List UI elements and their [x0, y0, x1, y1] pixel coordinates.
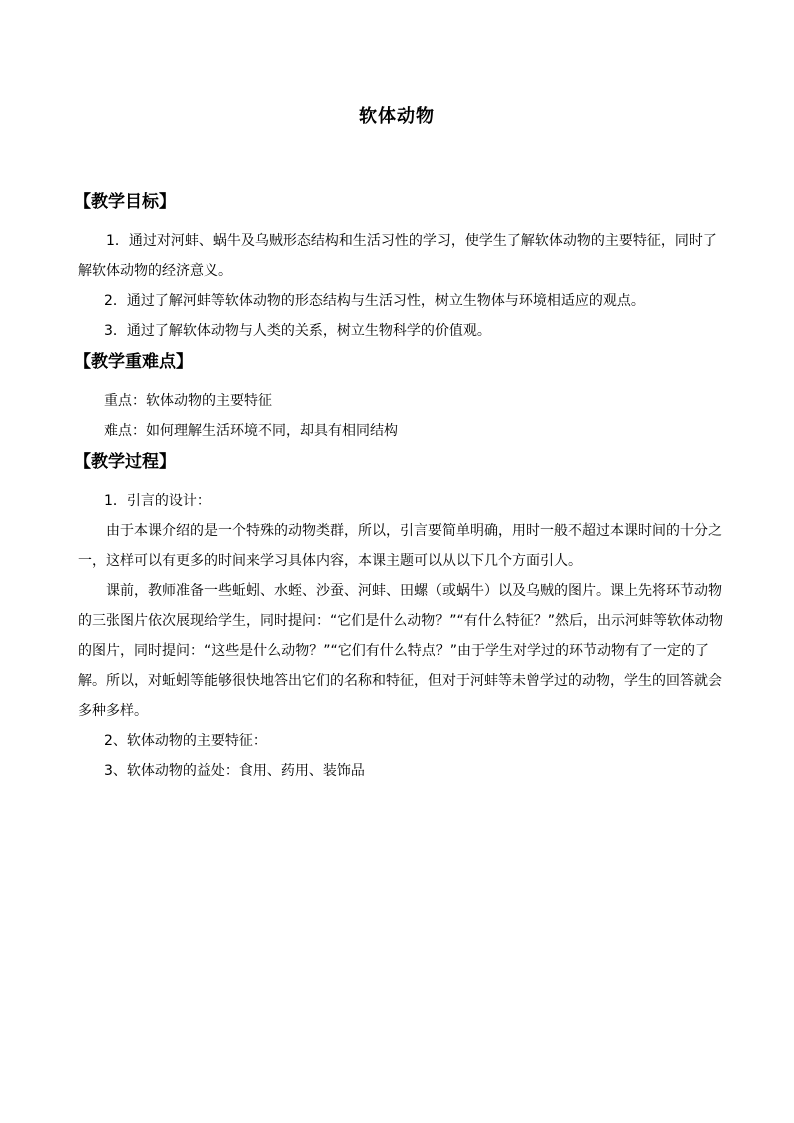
key-point-focus: 重点：软体动物的主要特征 — [104, 393, 272, 409]
goal-item-3: 3．通过了解软体动物与人类的关系，树立生物科学的价值观。 — [104, 323, 491, 339]
key-point-difficulty: 难点：如何理解生活环境不同，却具有相同结构 — [104, 423, 398, 439]
process-paragraph-1: 由于本课介绍的是一个特殊的动物类群，所以，引言要简单明确，用时一般不超过本课时间的十分之一，这样可以有更多的时间来学习具体内容，本课主题可以从以下几个方面引人。 — [78, 523, 722, 569]
section-heading-key-points: 【教学重难点】 — [74, 352, 193, 372]
goal-item-2: 2．通过了解河蚌等软体动物的形态结构与生活习性，树立生物体与环境相适应的观点。 — [104, 293, 645, 309]
process-paragraph-2: 课前，教师准备一些蚯蚓、水蛭、沙蚕、河蚌、田螺（或蜗牛）以及乌贼的图片。课上先将环节动物的三张图片依次展现给学生，同时提问：“它们是什么动物？”“有什么特征？”然后，出示河蚌等软体动物的图片，同时提问：“这些是什么动物？”“它们有什么特点？”由于学生对学过的环节动物有了一定的了解。所以，对蚯蚓等能够很快地答出它们的名称和特征，但对于河蚌等未曾学过的动物，学生的回答就会多种多样。 — [78, 583, 724, 719]
section-heading-process: 【教学过程】 — [74, 452, 176, 472]
process-step1-title: 1．引言的设计： — [104, 493, 211, 509]
section-heading-goals: 【教学目标】 — [74, 192, 176, 212]
goal-item-1: 1．通过对河蚌、蜗牛及乌贼形态结构和生活习性的学习，使学生了解软体动物的主要特征，同时了解软体动物的经济意义。 — [78, 233, 717, 279]
document-title: 软体动物 — [359, 106, 435, 127]
process-step3: 3、软体动物的益处：食用、药用、装饰品 — [104, 763, 365, 779]
process-step2: 2、软体动物的主要特征： — [104, 733, 267, 749]
